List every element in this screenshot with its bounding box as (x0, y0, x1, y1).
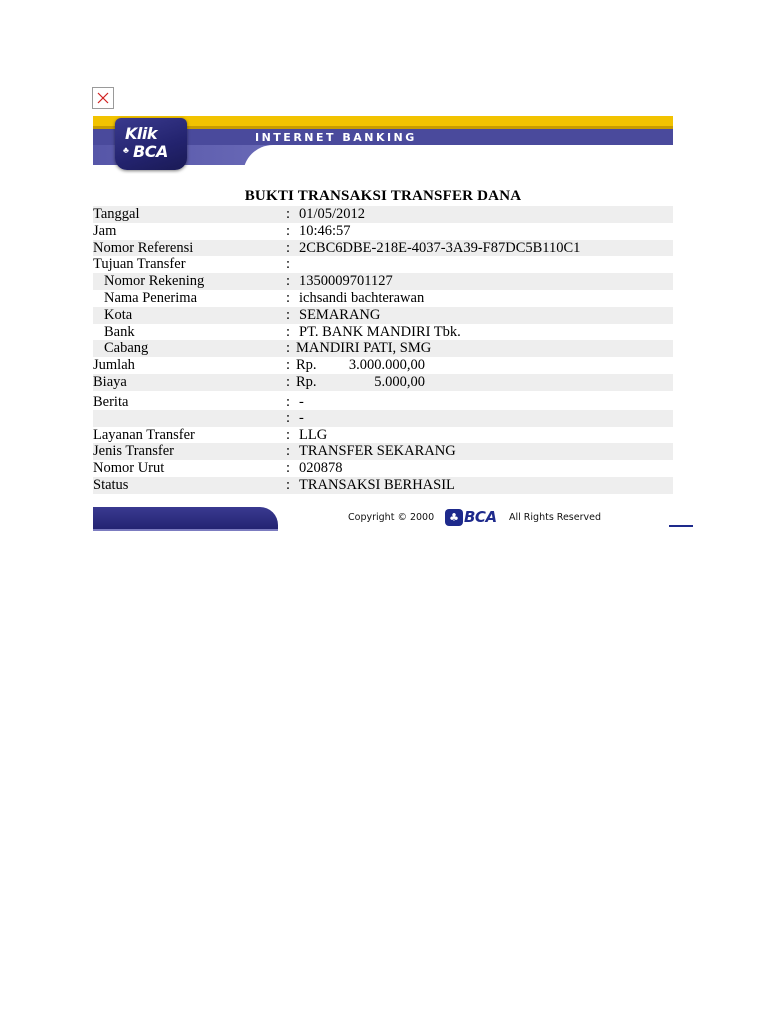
row-colon: : (286, 289, 291, 306)
row-label: Cabang (104, 340, 149, 357)
row-label: Bank (104, 323, 135, 340)
logo-klik-text: Klik (125, 124, 158, 143)
row-label: Berita (93, 393, 129, 410)
row-colon: : (286, 373, 291, 390)
bca-mark-icon: ♣ (123, 145, 129, 155)
row-colon: : (286, 323, 291, 340)
row-colon: : (286, 409, 291, 426)
bca-mark-icon: ♣ (445, 509, 463, 526)
table-row (93, 273, 673, 290)
amount-value: 5.000,00 (374, 373, 425, 390)
table-row (93, 427, 673, 444)
bca-logo-text: BCA (464, 508, 497, 526)
klikbca-logo (115, 118, 187, 170)
bca-logo (445, 508, 503, 527)
row-colon: : (286, 460, 291, 477)
table-row (93, 307, 673, 324)
table-row (93, 460, 673, 477)
row-label: Status (93, 476, 129, 493)
table-row (93, 477, 673, 494)
amount-value: 3.000.000,00 (348, 357, 425, 374)
row-value: - (299, 409, 304, 426)
logo-bca-text: BCA (133, 142, 168, 161)
page-footer (93, 505, 693, 531)
table-row (93, 290, 673, 307)
row-label: Biaya (93, 373, 127, 390)
row-label: Tujuan Transfer (93, 256, 186, 273)
row-colon: : (286, 239, 291, 256)
table-row (93, 324, 673, 341)
table-row (93, 206, 673, 223)
row-colon: : (286, 340, 291, 357)
row-value: SEMARANG (299, 306, 381, 323)
row-colon: : (286, 256, 291, 273)
table-row (93, 410, 673, 427)
receipt-table (93, 206, 673, 494)
footer-accent-line (669, 525, 693, 527)
row-label: Jam (93, 222, 117, 239)
table-row (93, 223, 673, 240)
row-value: MANDIRI PATI, SMG (296, 340, 432, 357)
row-colon: : (286, 476, 291, 493)
row-label: Layanan Transfer (93, 426, 195, 443)
row-value: TRANSAKSI BERHASIL (299, 476, 455, 493)
currency-label: Rp. (296, 357, 317, 374)
row-value: LLG (299, 426, 328, 443)
table-row (93, 374, 673, 391)
rights-text: All Rights Reserved (509, 512, 601, 523)
row-label: Jenis Transfer (93, 443, 174, 460)
table-row (93, 443, 673, 460)
copyright-text: Copyright © 2000 (348, 512, 435, 523)
table-row (93, 240, 673, 257)
currency-label: Rp. (296, 373, 317, 390)
row-value: 1350009701127 (299, 273, 393, 290)
receipt-title: BUKTI TRANSAKSI TRANSFER DANA (244, 188, 522, 204)
broken-image-icon (92, 87, 114, 109)
row-label: Nama Penerima (104, 289, 198, 306)
row-colon: : (286, 393, 291, 410)
internet-banking-banner (93, 116, 673, 174)
row-value: - (299, 393, 304, 410)
row-label: Jumlah (93, 357, 135, 374)
row-colon: : (286, 443, 291, 460)
footer-bar-line (93, 529, 278, 531)
row-value: 01/05/2012 (299, 206, 366, 222)
row-colon: : (286, 426, 291, 443)
banner-curve (243, 145, 673, 174)
table-row (93, 357, 673, 374)
row-value: 10:46:57 (299, 222, 351, 239)
row-label: Nomor Rekening (104, 273, 205, 290)
row-colon: : (286, 306, 291, 323)
row-colon: : (286, 357, 291, 374)
row-label: Nomor Urut (93, 460, 165, 477)
row-value: 020878 (299, 460, 343, 477)
row-colon: : (286, 206, 291, 222)
table-row (93, 340, 673, 357)
row-value: PT. BANK MANDIRI Tbk. (299, 323, 461, 340)
row-value: 2CBC6DBE-218E-4037-3A39-F87DC5B110C1 (299, 239, 581, 256)
row-label: Nomor Referensi (93, 239, 194, 256)
banner-heading: INTERNET BANKING (255, 131, 417, 144)
table-row (93, 391, 673, 410)
row-label: Kota (104, 306, 133, 323)
row-value: TRANSFER SEKARANG (299, 443, 456, 460)
footer-navy-bar (93, 507, 278, 529)
row-colon: : (286, 222, 291, 239)
row-value: ichsandi bachterawan (299, 289, 425, 306)
table-row (93, 256, 673, 273)
row-label: Tanggal (93, 206, 140, 222)
row-colon: : (286, 273, 291, 290)
